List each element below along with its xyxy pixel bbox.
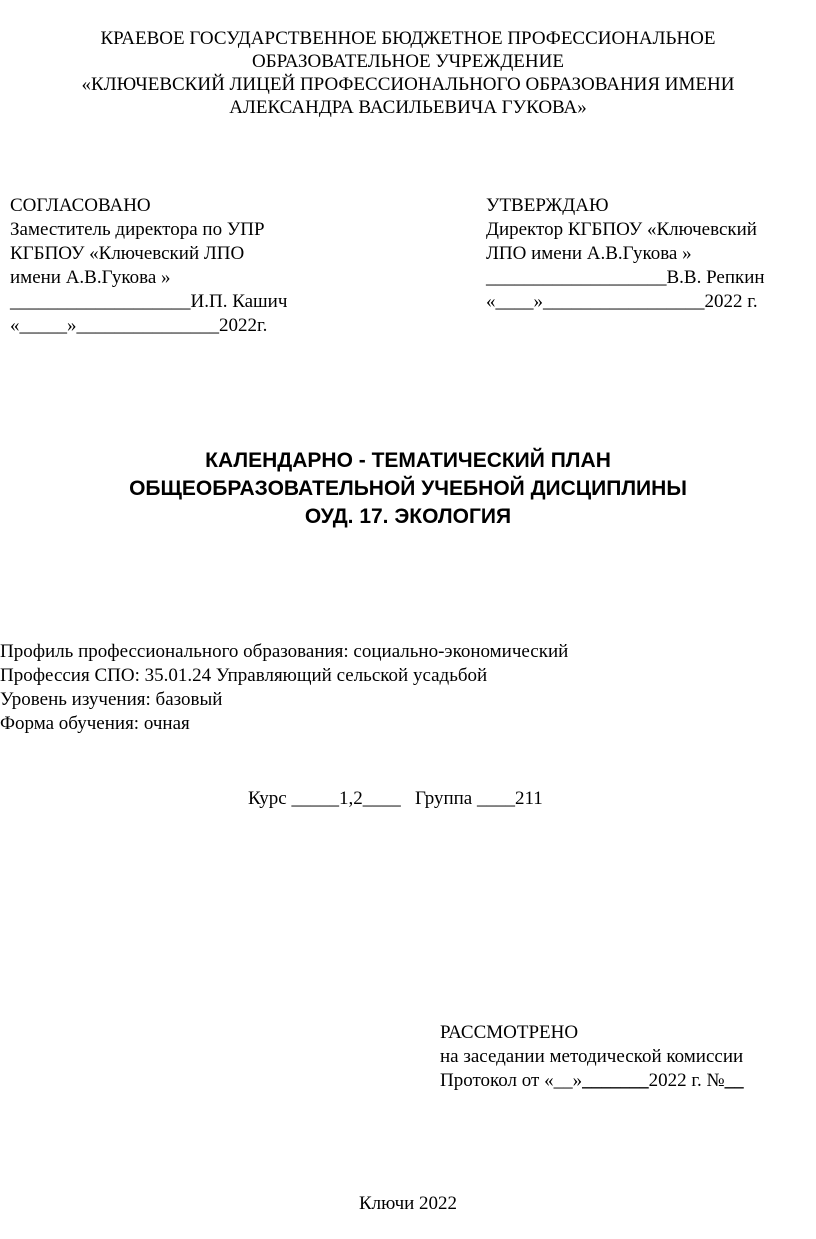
approval-left-date: «_____»_______________2022г.: [10, 315, 268, 336]
institution-header-line-3: «КЛЮЧЕВСКИЙ ЛИЦЕЙ ПРОФЕССИОНАЛЬНОГО ОБРАЗОВАНИЯ ИМЕНИ: [81, 74, 735, 95]
course-group-line: [248, 787, 543, 811]
detail-level: Уровень изучения: базовый: [0, 689, 223, 710]
reviewed-protocol: [440, 1069, 744, 1093]
protocol-year: 2022 г. №: [648, 1070, 725, 1091]
group-value: ____211: [477, 788, 543, 809]
approval-left-signature: ___________________И.П. Кашич: [10, 291, 288, 312]
approval-left-line-3: КГБПОУ «Ключевский ЛПО: [10, 243, 245, 264]
reviewed-title: РАССМОТРЕНО: [440, 1022, 579, 1043]
approval-right-signature: ___________________В.В. Репкин: [486, 267, 765, 288]
institution-header-line-2: ОБРАЗОВАТЕЛЬНОЕ УЧРЕЖДЕНИЕ: [252, 51, 564, 72]
detail-form: Форма обучения: очная: [0, 713, 190, 734]
detail-profession: Профессия СПО: 35.01.24 Управляющий сельской усадьбой: [0, 665, 488, 686]
approval-left-line-4: имени А.В.Гукова »: [10, 267, 171, 288]
course-value: _____1,2____: [291, 788, 401, 809]
approval-right-date: «____»_________________2022 г.: [486, 291, 758, 312]
institution-header-line-4: АЛЕКСАНДРА ВАСИЛЬЕВИЧА ГУКОВА»: [229, 97, 587, 118]
approval-right-line-3: ЛПО имени А.В.Гукова »: [486, 243, 692, 264]
approval-left-line-1: СОГЛАСОВАНО: [10, 195, 151, 216]
protocol-number: __: [724, 1070, 744, 1091]
protocol-prefix: Протокол от «__»: [440, 1070, 583, 1091]
approval-right-line-2: Директор КГБПОУ «Ключевский: [486, 219, 757, 240]
document-title-line-1: КАЛЕНДАРНО - ТЕМАТИЧЕСКИЙ ПЛАН: [205, 449, 611, 472]
approval-right-line-1: УТВЕРЖДАЮ: [486, 195, 609, 216]
approval-left-line-2: Заместитель директора по УПР: [10, 219, 265, 240]
reviewed-commission: на заседании методической комиссии: [440, 1046, 744, 1067]
course-label: Курс: [248, 788, 287, 809]
document-title-line-2: ОБЩЕОБРАЗОВАТЕЛЬНОЙ УЧЕБНОЙ ДИСЦИПЛИНЫ: [129, 477, 687, 500]
document-title-line-3: ОУД. 17. ЭКОЛОГИЯ: [304, 505, 512, 528]
footer-place-year: Ключи 2022: [358, 1193, 458, 1214]
institution-header-line-1: КРАЕВОЕ ГОСУДАРСТВЕННОЕ БЮДЖЕТНОЕ ПРОФЕССИОНАЛЬНОЕ: [100, 28, 716, 49]
group-label: Группа: [414, 788, 473, 809]
detail-profile: Профиль профессионального образования: социально-экономический: [0, 641, 569, 662]
protocol-blank: _______: [582, 1070, 649, 1091]
